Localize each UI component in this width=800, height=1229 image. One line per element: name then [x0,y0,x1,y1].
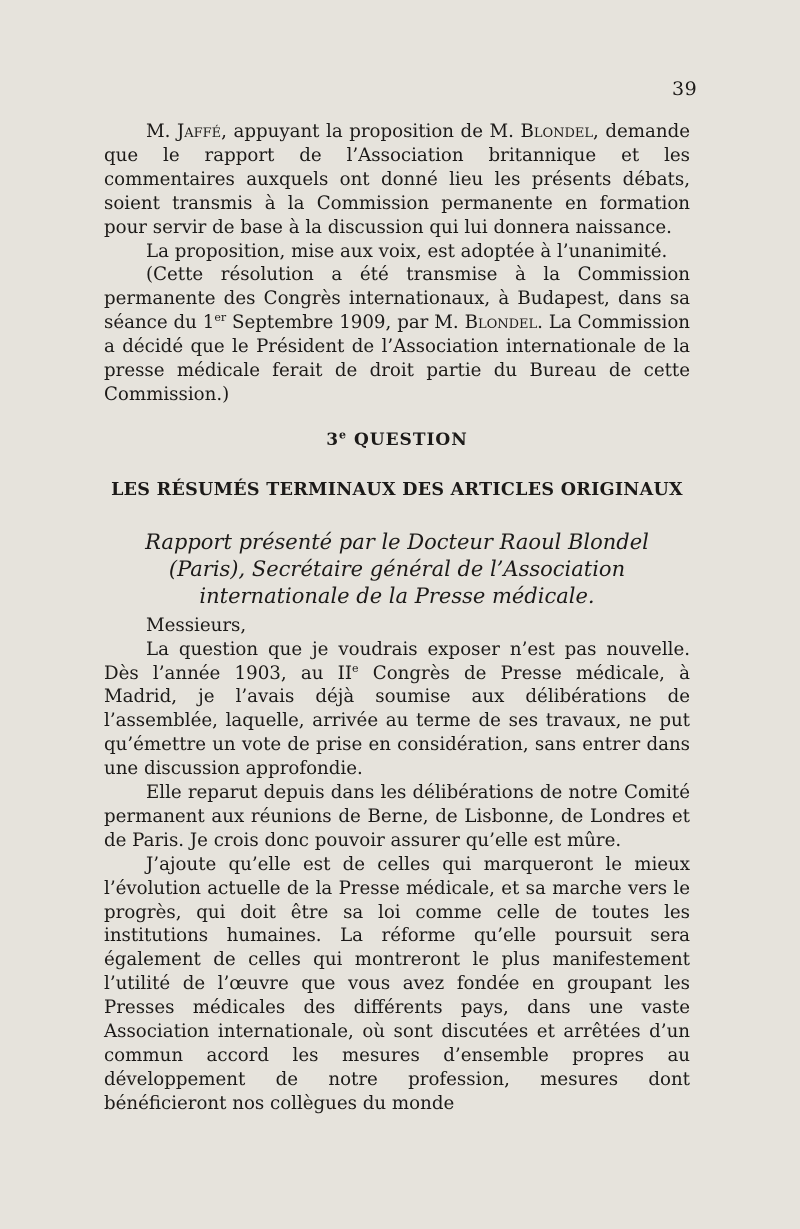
speaker-name-blondel: Blondel [520,121,594,142]
paragraph-jaffe [104,120,690,240]
ordinal-superscript: e [339,428,348,442]
ordinal-superscript: er [214,311,227,325]
salutation: Messieurs, [146,614,247,636]
page-text [104,120,690,1116]
paragraph-text: . La Commission a décidé que le Président de l’Association internationale de la presse médicale ferait de droit partie du Bureau de cette Commission.) [104,312,691,405]
speaker-name-blondel: Blondel [464,312,538,334]
paragraph-evolution: J’ajoute qu’elle est de celles qui marqueront le mieux l’évolution actuelle de la Presse médicale, et sa marche vers le progrès, qui doit être sa loi comme celle de toutes les institutions humaines. La réforme qu’elle poursuit sera également de celles qui montreront le plus manifestement l’utilité de l’œuvre que vous avez fondée en groupant les Presses médicales des différents pays, dans une vaste Association internationale, où sont discutées et arrêtées d’un commun accord les mesures d’ensemble propres au développement de notre profession, mesures dont bénéficieront nos collègues du monde [104,853,690,1114]
page-number: 39 [672,78,698,100]
question-number: 3 [326,429,340,450]
paragraph-question [104,638,690,781]
paragraph-text: Congrès de Presse médicale, à Madrid, je l’avais déjà soumise aux délibérations de l’assemblée, laquelle, arrivée au terme de ses travaux, ne put qu’émettre un vote de prise en considération, sans entrer dans une discussion approfondie. [104,662,690,780]
report-heading: Rapport présenté par le Docteur Raoul Blondel (Paris), Secrétaire général de l’Association internationale de la Presse médicale. [145,529,649,608]
question-label: QUESTION [347,429,468,450]
section-title: LES RÉSUMÉS TERMINAUX DES ARTICLES ORIGINAUX [111,479,683,500]
ordinal-superscript: e [352,661,359,675]
paragraph-text: La question que je voudrais exposer n’est pas nouvelle. Dès l’année 1903, au II [104,638,690,684]
paragraph-text: , appuyant la proposition de M. [221,121,521,142]
paragraph-vote: La proposition, mise aux voix, est adoptée à l’unanimité. [146,240,668,262]
paragraph-text: Septembre 1909, par M. [226,312,465,334]
paragraph-text: , demande que le rapport de l’Association britannique et les commentaires auxquels ont donné lieu les présents débats, soient transmis à la Commission permanente en formation pour servir de base à la discussion qui lui donnera naissance. [104,121,690,238]
paragraph-text: (Cette résolution a été transmise à la Commission permanente des Congrès internationaux, à Budapest, dans sa séance du 1 [104,264,690,334]
question-heading [104,429,690,453]
paragraph-committee: Elle reparut depuis dans les délibérations de notre Comité permanent aux réunions de Berne, de Lisbonne, de Londres et de Paris. Je crois donc pouvoir assurer qu’elle est mûre. [104,782,690,851]
speaker-name: M. Jaffé [146,121,222,142]
paragraph-resolution [104,263,690,406]
